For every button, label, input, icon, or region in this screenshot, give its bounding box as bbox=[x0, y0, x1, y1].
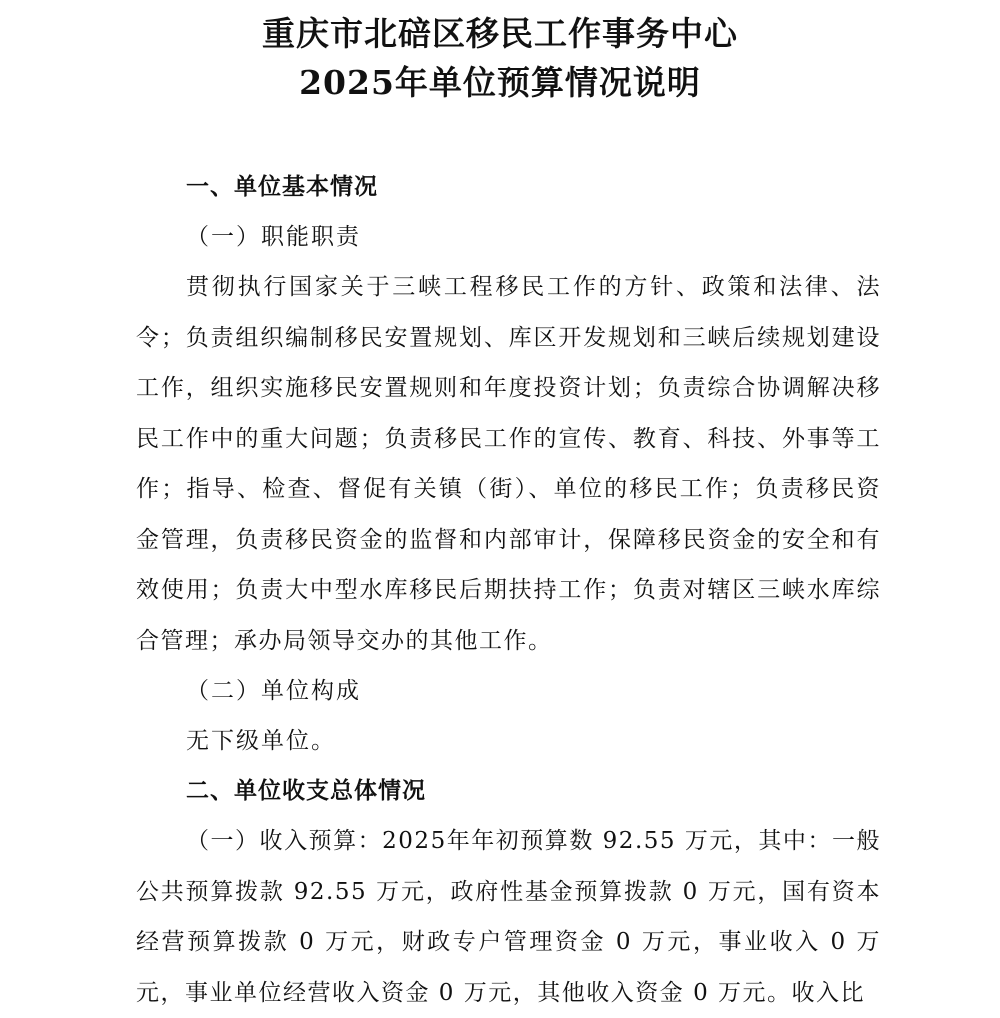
section2-sub1-paragraph: （一）收入预算：2025年年初预算数 92.55 万元，其中：一般公共预算拨款 92.55 万元，政府性基金预算拨款 0 万元，国有资本经营预算拨款 0 万元，财政专户管理资金 0 万元，事业收入 0 万元，事业单位经营收入资金 0 万元，其他收入资金 0 万元。收入比 bbox=[136, 828, 881, 1006]
section2-heading: 二、单位收支总体情况 bbox=[186, 778, 426, 804]
section1-sub2-text: 无下级单位。 bbox=[186, 728, 336, 754]
section1-heading: 一、单位基本情况 bbox=[186, 174, 378, 200]
document-title-line1: 重庆市北碚区移民工作事务中心 bbox=[262, 14, 738, 53]
document-title-line2: 2025年单位预算情况说明 bbox=[299, 63, 701, 102]
section1-sub2-heading: （二）单位构成 bbox=[186, 678, 361, 704]
section1-sub1-heading: （一）职能职责 bbox=[186, 224, 361, 250]
section1-sub1-paragraph: 贯彻执行国家关于三峡工程移民工作的方针、政策和法律、法令；负责组织编制移民安置规划、库区开发规划和三峡后续规划建设工作，组织实施移民安置规则和年度投资计划；负责综合协调解决移民工作中的重大问题；负责移民工作的宣传、教育、科技、外事等工作；指导、检查、督促有关镇（街）、单位的移民工作；负责移民资金管理，负责移民资金的监督和内部审计，保障移民资金的安全和有效使用；负责大中型水库移民后期扶持工作；负责对辖区三峡水库综合管理；承办局领导交办的其他工作。 bbox=[136, 274, 881, 654]
